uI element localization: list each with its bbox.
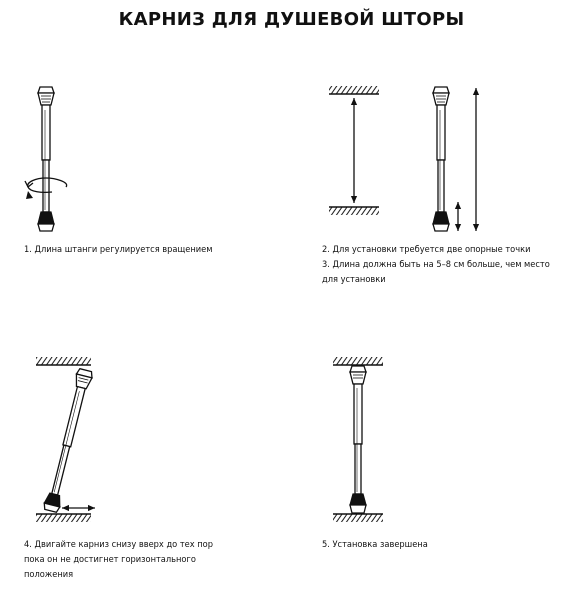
step4-line-3: положения — [24, 569, 74, 580]
step1-caption — [24, 242, 284, 257]
step5-floor-bracket — [333, 514, 383, 522]
step1-rod — [38, 87, 54, 231]
step4-ceiling-bracket — [36, 357, 91, 365]
step5-caption — [322, 537, 580, 552]
step2-floor-bracket — [329, 207, 379, 215]
step3-line-2: для установки — [322, 274, 386, 285]
step4-floor-bracket — [36, 514, 91, 522]
step5-line-1: 5. Установка завершена — [322, 539, 428, 550]
step1-line-1: 1. Длина штанги регулируется вращением — [24, 244, 213, 255]
step2-ceiling-bracket — [329, 86, 379, 94]
step3-line-1: 3. Длина должна быть на 5–8 см больше, чем место — [322, 259, 550, 270]
step5-ceiling-bracket — [333, 357, 383, 365]
step2-rod — [433, 87, 449, 231]
step2-caption — [322, 242, 580, 287]
step4-tilted-rod — [43, 368, 94, 513]
step5-installed-rod — [350, 366, 366, 513]
step4-line-1: 4. Двигайте карниз снизу вверх до тех пор — [24, 539, 213, 550]
step4-line-2: пока он не достигнет горизонтального — [24, 554, 196, 565]
step4-caption — [24, 537, 284, 582]
step2-line-1: 2. Для установки требуется две опорные точки — [322, 244, 531, 255]
page-title: КАРНИЗ ДЛЯ ДУШЕВОЙ ШТОРЫ — [118, 9, 465, 30]
